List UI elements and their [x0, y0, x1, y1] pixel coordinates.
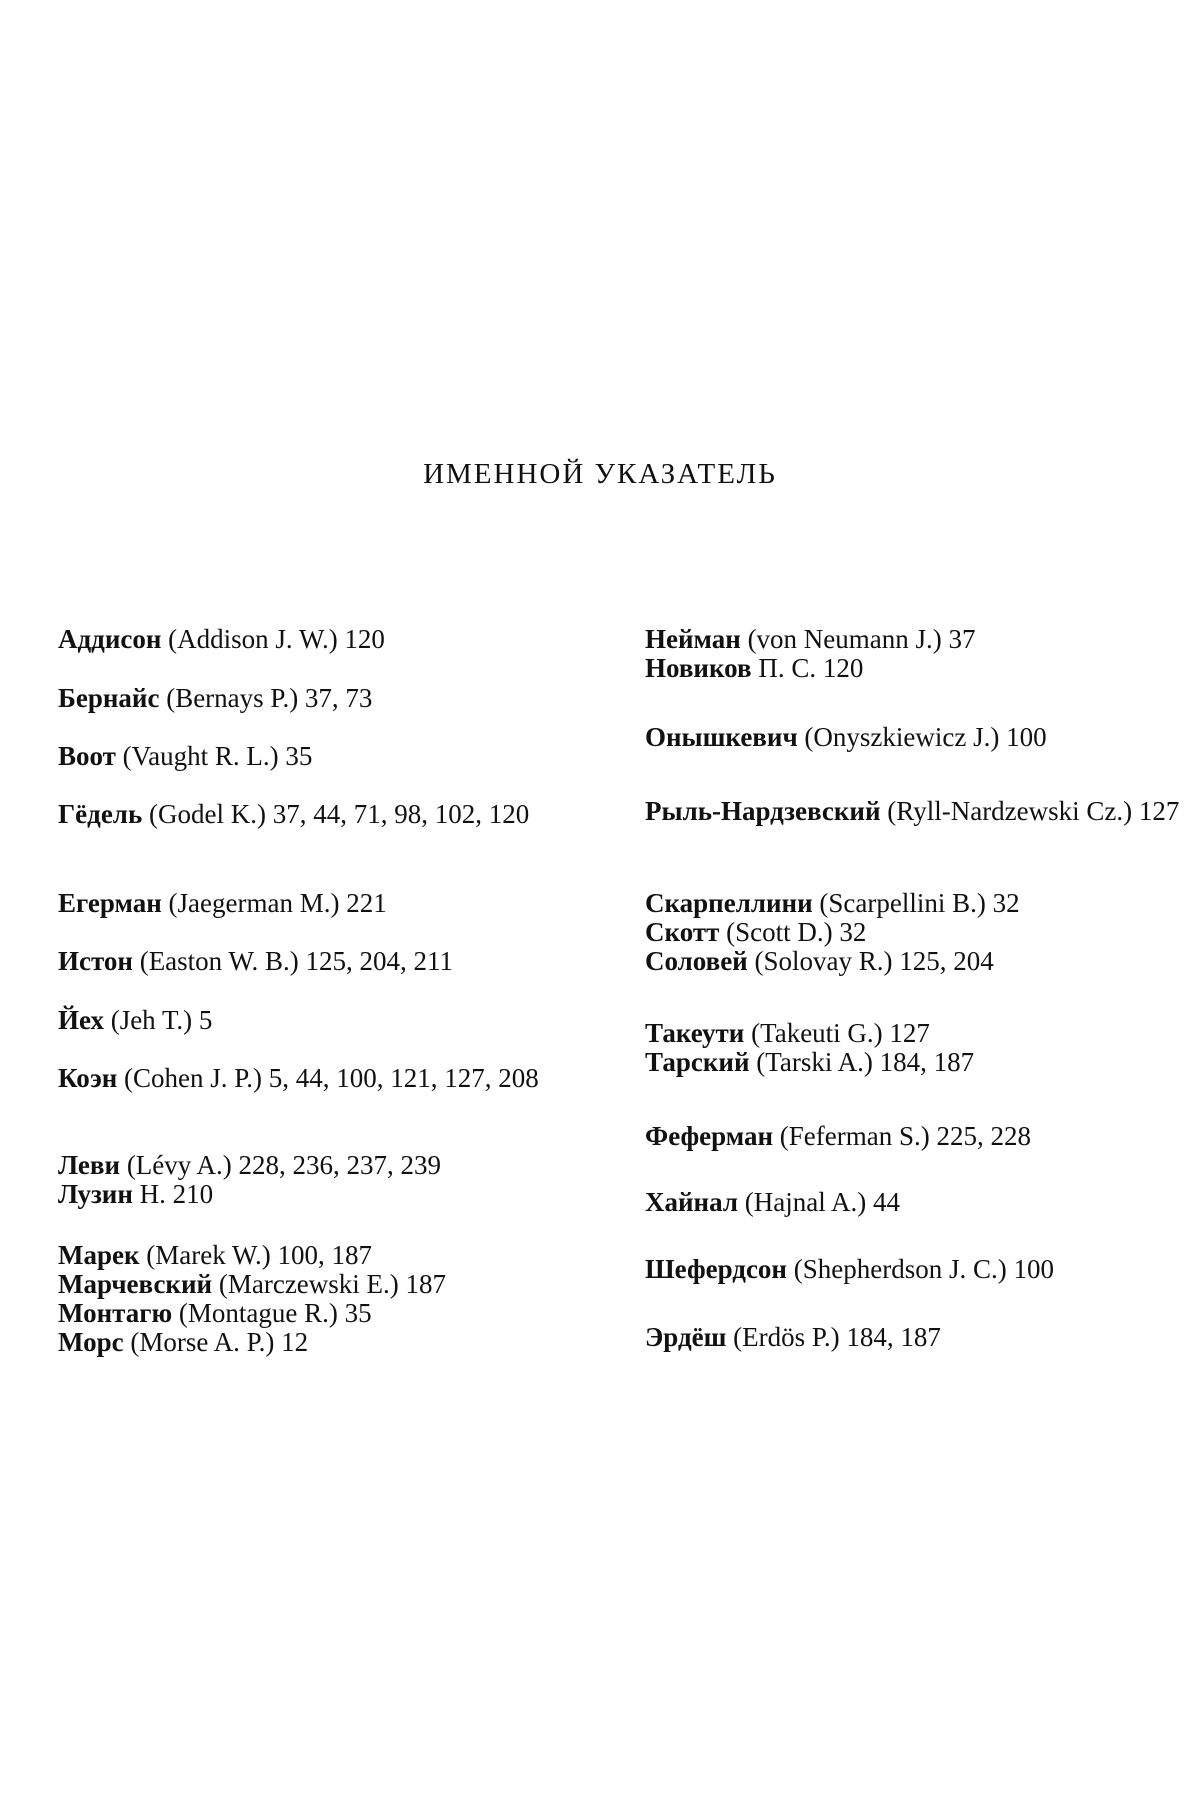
entry-name: Скотт [645, 917, 720, 947]
index-entry [645, 1019, 1190, 1048]
entry-details: (Montague R.) 35 [172, 1298, 372, 1328]
index-entry [645, 889, 1190, 918]
entry-name: Лузин [58, 1179, 133, 1209]
index-entry [58, 742, 618, 771]
entry-name: Монтагю [58, 1298, 173, 1328]
entry-name: Йех [58, 1005, 104, 1035]
entry-details: Н. 210 [132, 1179, 214, 1209]
entry-name: Нейман [645, 624, 741, 654]
index-entry [645, 1188, 1190, 1217]
page-title: ИМЕННОЙ УКАЗАТЕЛЬ [423, 458, 777, 490]
entry-name: Шефердсон [645, 1254, 787, 1284]
entry-details: (Hajnal A.) 44 [738, 1187, 900, 1217]
entry-name: Скарпеллини [645, 888, 813, 918]
entry-details: (Godel K.) 37, 44, 71, 98, 102, 120 [142, 799, 530, 829]
entry-details: (von Neumann J.) 37 [740, 624, 976, 654]
entry-name: Гёдель [58, 799, 143, 829]
entry-details: (Jeh T.) 5 [103, 1005, 213, 1035]
index-entry [58, 1151, 618, 1180]
entry-details: (Shepherdson J. C.) 100 [787, 1254, 1054, 1284]
entry-name: Тарский [645, 1047, 750, 1077]
entry-details: (Cohen J. P.) 5, 44, 100, 121, 127, 208 [117, 1063, 539, 1093]
index-entry [58, 947, 618, 976]
entry-details: (Erdös P.) 184, 187 [726, 1322, 941, 1352]
entry-details: (Ryll-Nardzewski Cz.) 127 [880, 796, 1180, 826]
entry-name: Марек [58, 1240, 140, 1270]
entry-details: (Jaegerman M.) 221 [161, 888, 387, 918]
index-entry [58, 1064, 618, 1093]
entry-name: Феферман [645, 1121, 774, 1151]
entry-name: Леви [58, 1150, 121, 1180]
entry-details: (Bernays P.) 37, 73 [159, 683, 373, 713]
entry-name: Хайнал [645, 1187, 738, 1217]
entry-details: (Marczewski E.) 187 [212, 1269, 447, 1299]
index-entry [645, 1122, 1190, 1151]
entry-name: Коэн [58, 1063, 118, 1093]
index-entry [58, 889, 618, 918]
entry-name: Аддисон [58, 624, 162, 654]
index-entry [58, 1270, 618, 1299]
index-entry [645, 918, 1190, 947]
index-entry [58, 625, 618, 654]
entry-name: Такеути [645, 1018, 745, 1048]
entry-name: Соловей [645, 946, 748, 976]
entry-details: (Tarski A.) 184, 187 [749, 1047, 975, 1077]
entry-details: (Easton W. B.) 125, 204, 211 [132, 946, 453, 976]
entry-details: (Addison J. W.) 120 [161, 624, 385, 654]
index-entry [58, 1299, 618, 1328]
index-entry [58, 1328, 618, 1357]
entry-details: (Feferman S.) 225, 228 [773, 1121, 1031, 1151]
entry-details: (Marek W.) 100, 187 [139, 1240, 373, 1270]
entry-details: (Lévy A.) 228, 236, 237, 239 [120, 1150, 442, 1180]
index-entry [58, 684, 618, 713]
index-entry [58, 800, 618, 829]
entry-name: Истон [58, 946, 133, 976]
entry-details: (Scarpellini B.) 32 [812, 888, 1020, 918]
index-entry [645, 723, 1190, 752]
entry-details: (Onyszkiewicz J.) 100 [797, 722, 1047, 752]
entry-details: (Vaught R. L.) 35 [115, 741, 313, 771]
entry-name: Бернайс [58, 683, 160, 713]
entry-name: Новиков [645, 653, 752, 683]
entry-name: Рыль-Нардзевский [645, 796, 881, 826]
index-entry [645, 625, 1190, 654]
entry-name: Егерман [58, 888, 162, 918]
entry-name: Воот [58, 741, 116, 771]
entry-name: Онышкевич [645, 722, 798, 752]
entry-details: (Takeuti G.) 127 [744, 1018, 930, 1048]
entry-name: Эрдёш [645, 1322, 727, 1352]
index-entry [645, 797, 1190, 826]
index-entry [58, 1006, 618, 1035]
index-entry [58, 1180, 618, 1209]
entry-name: Марчевский [58, 1269, 213, 1299]
index-entry [645, 947, 1190, 976]
index-entry [645, 1255, 1190, 1284]
entry-name: Морс [58, 1327, 124, 1357]
entry-details: (Scott D.) 32 [719, 917, 867, 947]
index-entry [58, 1241, 618, 1270]
index-entry [645, 654, 1190, 683]
index-entry [645, 1048, 1190, 1077]
index-entry [645, 1323, 1190, 1352]
entry-details: (Morse A. P.) 12 [123, 1327, 309, 1357]
entry-details: (Solovay R.) 125, 204 [747, 946, 994, 976]
entry-details: П. С. 120 [751, 653, 864, 683]
